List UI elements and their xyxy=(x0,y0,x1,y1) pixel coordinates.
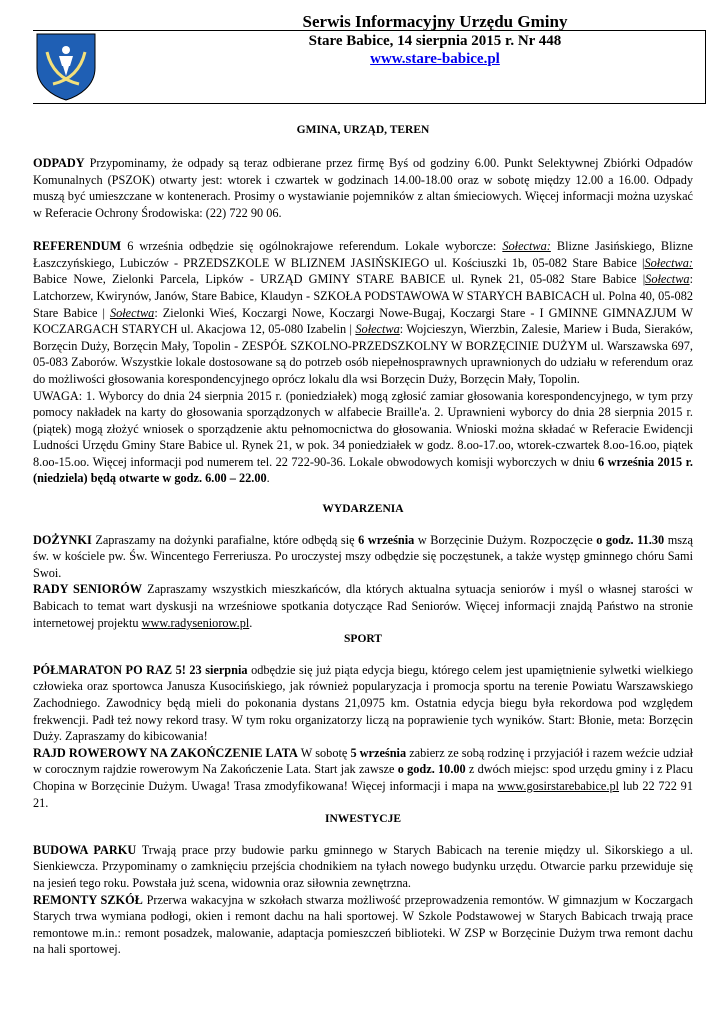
crest-icon xyxy=(33,30,99,102)
article-dozynki: DOŻYNKI Zapraszamy na dożynki parafialne, które odbędą się 6 września w Borzęcinie Dużym. Rozpoczęcie o godz. 11.30 mszą św. w kościele pw. Św. Wincentego Ferreriusza. Po uroczystej mszy odbędzie się poczęstunek, a także występ gminnego chóru Sami Swoi. xyxy=(33,532,693,580)
article-seniorzy: RADY SENIORÓW Zapraszamy wszystkich mieszkańców, dla których aktualna sytuacja seniorów i myśl o własnej starości w Babicach to temat wart dyskusji na wrześniowe spotkania dotyczące Rad Seniorów. Więcej informacji znajdą Państwo na stronie internetowej projektu www.radyseniorow.pl. xyxy=(33,582,693,630)
header-text xyxy=(200,12,670,68)
newsletter-body xyxy=(33,122,693,958)
article-lead: ODPADY xyxy=(33,156,85,171)
issue-date: Stare Babice, 14 sierpnia 2015 r. Nr 448 xyxy=(308,33,562,49)
section-title-inwestycje: INWESTYCJE xyxy=(324,813,402,826)
article-polmaraton: PÓŁMARATON PO RAZ 5! 23 sierpnia odbędzie się już piąta edycja biegu, którego celem jest upamiętnienie sylwetki wielkiego człowieka oraz sportowca Janusza Kusocińskiego, jak również popularyzacja i promocja sportu na terenie Powiatu Warszawskiego Zachodniego. Zawodnicy będą mieli do pokonania dystans 21,0975 km. Ostatnia edycja biegu była rekordowa pod względem frekwencji. Padł też nowy rekord trasy. W tym roku organizatorzy liczą na poprawienie tych wyników. Start: Błonie, meta: Borzęcin Duży. Zapraszamy do kibicowania! xyxy=(33,662,693,744)
article-rajd: RAJD ROWEROWY NA ZAKOŃCZENIE LATA W sobotę 5 września zabierz ze sobą rodzinę i przyjaciół i razem weźcie udział w corocznym rajdzie rowerowym Na Zakończenie Lata. Start jak zawsze o godz. 10.00 z dwóch miejsc: spod urzędu gminy i z Placu Chopina w Borzęcinie Dużym. Uwaga! Trasa zmodyfikowana! Więcej informacji i mapa na www.gosirstarebabice.pl lub 22 722 91 21. xyxy=(33,745,694,810)
section-title-sport: SPORT xyxy=(344,633,382,646)
gosir-link[interactable]: www.gosirstarebabice.pl xyxy=(497,778,620,793)
article-referendum-uwaga: UWAGA: 1. Wyborcy do dnia 24 sierpnia 2015 r. (poniedziałek) mogą zgłosić zamiar głosowania korespondencyjnego, w tym przy pomocy nakładek na karty do głosowania sporządzonych w alfabecie Braille'a. 2. Uprawnieni wyborcy do dnia 28 sierpnia 2015 r. (piątek) mogą złożyć wniosek o sporządzenie aktu pełnomocnictwa do głosowania. Wnioski można składać w Referacie Ewidencji Ludności Urzędu Gminy Stare Babice ul. Rynek 21, w pok. 34 poniedziałek w godz. 8.oo-17.oo, wtorek-czwartek 8.oo-16.oo, piątek 8.oo-15.oo. Więcej informacji pod numerem tel. 22 722-90-36. Lokale obwodowych komisji wyborczych w dniu 6 września 2015 r. (niedziela) będą otwarte w godz. 6.00 – 22.00. xyxy=(33,388,693,486)
section-title-wydarzenia: WYDARZENIA xyxy=(322,503,404,516)
article-referendum: REFERENDUM 6 września odbędzie się ogólnokrajowe referendum. Lokale wyborcze: Sołectwa: Blizne Jasińskiego, Blizne Łaszczyńskiego, Lubiczów - PRZEDSZKOLE W BLIZNEM JASIŃSKIEGO ul. Kościuszki 1b, 05-082 Stare Babice |Sołectwa: Babice Nowe, Zielonki Parcela, Lipków - URZĄD GMINY STARE BABICE ul. Rynek 21, 05-082 Stare Babice |Sołectwa: Latchorzew, Kwirynów, Janów, Stare Babice, Klaudyn - SZKOŁA PODSTAWOWA W STARYCH BABICACH ul. Polna 40, 05-082 Stare Babice | Sołectwa: Zielonki Wieś, Koczargi Nowe, Koczargi Nowe-Bugaj, Koczargi Stare - I GMINNE GIMNAZJUM W KOCZARGACH STARYCH ul. Akacjowa 12, 05-080 Izabelin | Sołectwa: Wojcieszyn, Wierzbin, Zalesie, Mariew i Buda, Sieraków, Borzęcin Duży, Borzęcin Mały, Topolin - ZESPÓŁ SZKOLNO-PRZEDSZKOLNY W BORZĘCINIE DUŻYM ul. Warszawska 697, 05-083 Zaborów. Wszystkie lokale dostosowane są do potrzeb osób niepełnosprawnych uprawnionych do udziału w referendum oraz do możliwości głosowania korespondencyjnego oprócz lokalu dla wsi Borzęcin Duży, Borzęcin Mały, Topolin. xyxy=(33,239,693,386)
article-park: BUDOWA PARKU Trwają prace przy budowie parku gminnego w Starych Babicach na terenie między ul. Sikorskiego a ul. Sienkiewcza. Przypominamy o zamknięciu przejścia chodnikiem na tyłach nowego budynku urzędu. Otwarcie parku przewiduje się na jesień tego roku. Powstała już scena, widownia oraz siłownia zewnętrzna. xyxy=(33,842,693,890)
radyseniorow-link[interactable]: www.radyseniorow.pl xyxy=(141,615,250,630)
section-title-gmina: GMINA, URZĄD, TEREN xyxy=(296,124,430,136)
website-link[interactable]: www.stare-babice.pl xyxy=(370,51,500,67)
article-remonty: REMONTY SZKÓŁ Przerwa wakacyjna w szkołach stwarza możliwość przeprowadzenia remontów. W gimnazjum w Koczargach Starych trwa wymiana podłogi, okien i remont dachu na hali sportowej. W Szkole Podstawowej w Starych Babicach trwają prace remontowe m.in.: remont posadzek, malowanie, adaptacja pomieszczeń biblioteki. W ZSP w Borzęcinie Dużym trwa remont dachu na hali sportowej. xyxy=(33,892,693,957)
page-title: Serwis Informacyjny Urzędu Gminy xyxy=(302,12,568,31)
article-odpady: ODPADY Przypominamy, że odpady są teraz odbierane przez firmę Byś od godziny 6.00. Punkt Selektywnej Zbiórki Odpadów Komunalnych (PSZOK) otwarty jest: wtorek i czwartek w godzinach 14.00-18.00 oraz w sobotę między 12.00 a 16.00. Odpady muszą być umieszczane w kontenerach. Prosimy o wystawianie pojemników z altan śmieciowych. Więcej informacji można uzyskać w Referacie Ochrony Środowiska: (22) 722 90 06. xyxy=(33,156,693,220)
